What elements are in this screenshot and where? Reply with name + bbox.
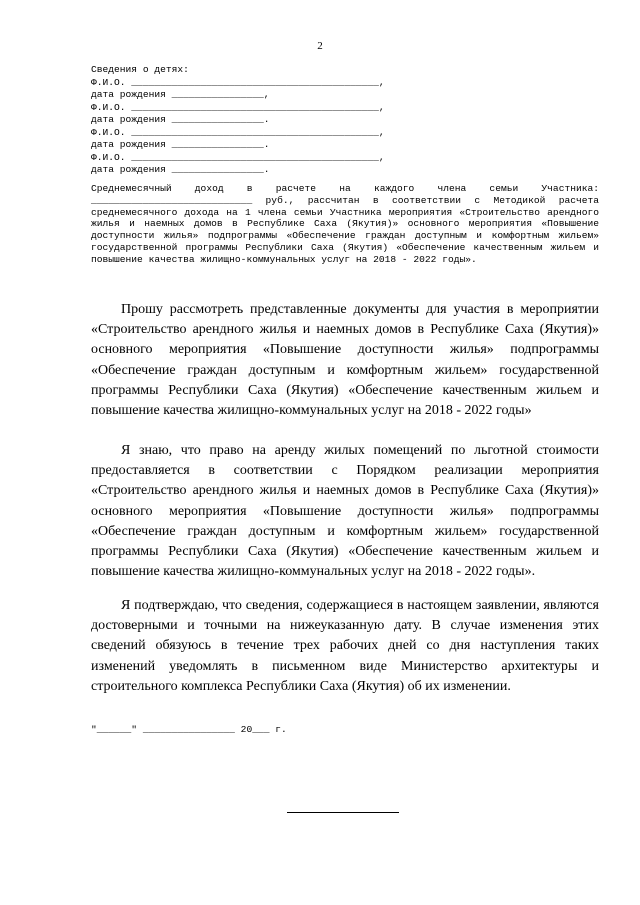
child-3-birthdate-line: дата рождения ________________. — [91, 139, 270, 150]
page-number: 2 — [317, 40, 323, 52]
confirmation-text: Я подтверждаю, что сведения, содержащиеся в настоящем заявлении, являются достоверными и точными на нижеуказанную дату. В случае изменения этих сведений обязуюсь в течение трех рабочих дней со дня наступления таких изменений уведомлять в письменном виде Министерство архитектуры и строительного комплекса Республики Саха (Якутия) об их изменении. — [91, 598, 599, 694]
income-statement: Среднемесячный доход в расчете на каждого члена семьи Участника: ____________________________ руб., рассчитан в соответствии с Методикой расчета среднемесячного дохода на 1 члена семьи Участника мероприятия «Строительство арендного жилья и наемных домов в Республике Саха (Якутия)» основного мероприятия «Повышение доступности жилья» подпрограммы «Обеспечение граждан доступным и комфортным жильем» государственной программы Республики Саха (Якутия) «Обеспечение качественным жильем и повышение качества жилищно-коммунальных услуг на 2018 - 2022 годы». — [91, 183, 599, 265]
children-info-section — [91, 64, 599, 177]
acknowledgement-paragraph — [91, 441, 599, 582]
child-3-name-line: Ф.И.О. ___________________________________________, — [91, 126, 385, 138]
signature-line — [287, 812, 399, 813]
request-paragraph — [91, 300, 599, 421]
child-2-name-line: Ф.И.О. ___________________________________________, — [91, 101, 385, 113]
confirmation-paragraph — [91, 596, 599, 697]
child-1-birthdate-line: дата рождения ________________, — [91, 89, 270, 100]
child-1-name-line: Ф.И.О. ___________________________________________, — [91, 76, 385, 88]
date-line: "______" ________________ 20___ г. — [91, 724, 287, 735]
children-heading: Сведения о детях: — [91, 64, 189, 75]
child-4-name-line: Ф.И.О. ___________________________________________, — [91, 151, 385, 163]
child-2-birthdate-line: дата рождения ________________. — [91, 114, 270, 125]
acknowledgement-text: Я знаю, что право на аренду жилых помещений по льготной стоимости предоставляется в соответствии с Порядком реализации мероприятия «Строительство арендного жилья и наемных домов в Республике Саха (Якутия)» основного мероприятия «Повышение доступности жилья» подпрограммы «Обеспечение граждан доступным и комфортным жильем» государственной программы Республики Саха (Якутия) «Обеспечение качественным жильем и повышение качества жилищно-коммунальных услуг на 2018 - 2022 годы». — [91, 443, 599, 580]
request-text: Прошу рассмотреть представленные документы для участия в мероприятии «Строительство арендного жилья и наемных домов в Республике Саха (Якутия)» основного мероприятия «Повышение доступности жилья» подпрограммы «Обеспечение граждан доступным и комфортным жильем» государственной программы Республики Саха (Якутия) «Обеспечение качественным жильем и повышение качества жилищно-коммунальных услуг на 2018 - 2022 годы» — [91, 302, 599, 419]
child-4-birthdate-line: дата рождения ________________. — [91, 164, 270, 175]
